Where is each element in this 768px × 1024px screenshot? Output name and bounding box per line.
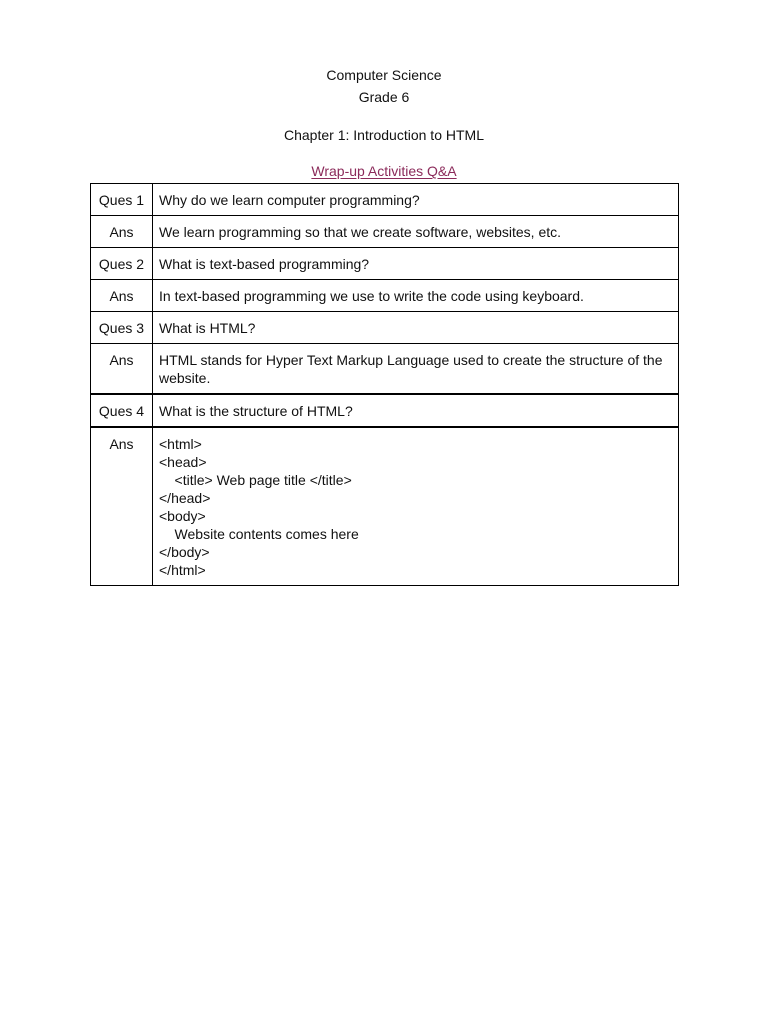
row-label: Ans	[91, 216, 153, 248]
table-row	[91, 344, 679, 395]
row-label: Ques 4	[91, 394, 153, 427]
question-text: Why do we learn computer programming?	[153, 184, 679, 216]
section-title: Wrap-up Activities Q&A	[311, 163, 457, 179]
row-label: Ques 1	[91, 184, 153, 216]
question-text: What is text-based programming?	[153, 248, 679, 280]
answer-text: In text-based programming we use to write the code using keyboard.	[153, 280, 679, 312]
subject-heading: Computer Science	[326, 67, 442, 83]
row-label: Ans	[91, 280, 153, 312]
table-row	[91, 394, 679, 427]
code-answer	[153, 427, 679, 586]
question-text: What is HTML?	[153, 312, 679, 344]
code-line: <body>	[159, 508, 206, 524]
code-line: Website contents comes here	[159, 526, 359, 542]
grade-heading: Grade 6	[358, 89, 410, 105]
code-line: </body>	[159, 544, 210, 560]
code-line: </head>	[159, 490, 211, 506]
qa-table	[90, 183, 679, 586]
row-label: Ans	[91, 344, 153, 395]
code-line: <title> Web page title </title>	[159, 472, 352, 488]
code-line: </html>	[159, 562, 206, 578]
row-label: Ans	[91, 427, 153, 586]
answer-text: HTML stands for Hyper Text Markup Language used to create the structure of the website.	[153, 344, 679, 395]
chapter-title: Chapter 1: Introduction to HTML	[284, 127, 484, 143]
code-line: <head>	[159, 454, 207, 470]
table-row	[91, 184, 679, 216]
table-row	[91, 216, 679, 248]
code-line: <html>	[159, 436, 202, 452]
table-row	[91, 312, 679, 344]
row-label: Ques 3	[91, 312, 153, 344]
row-label: Ques 2	[91, 248, 153, 280]
table-row	[91, 427, 679, 586]
table-row	[91, 280, 679, 312]
table-row	[91, 248, 679, 280]
question-text: What is the structure of HTML?	[153, 394, 679, 427]
answer-text: We learn programming so that we create software, websites, etc.	[153, 216, 679, 248]
